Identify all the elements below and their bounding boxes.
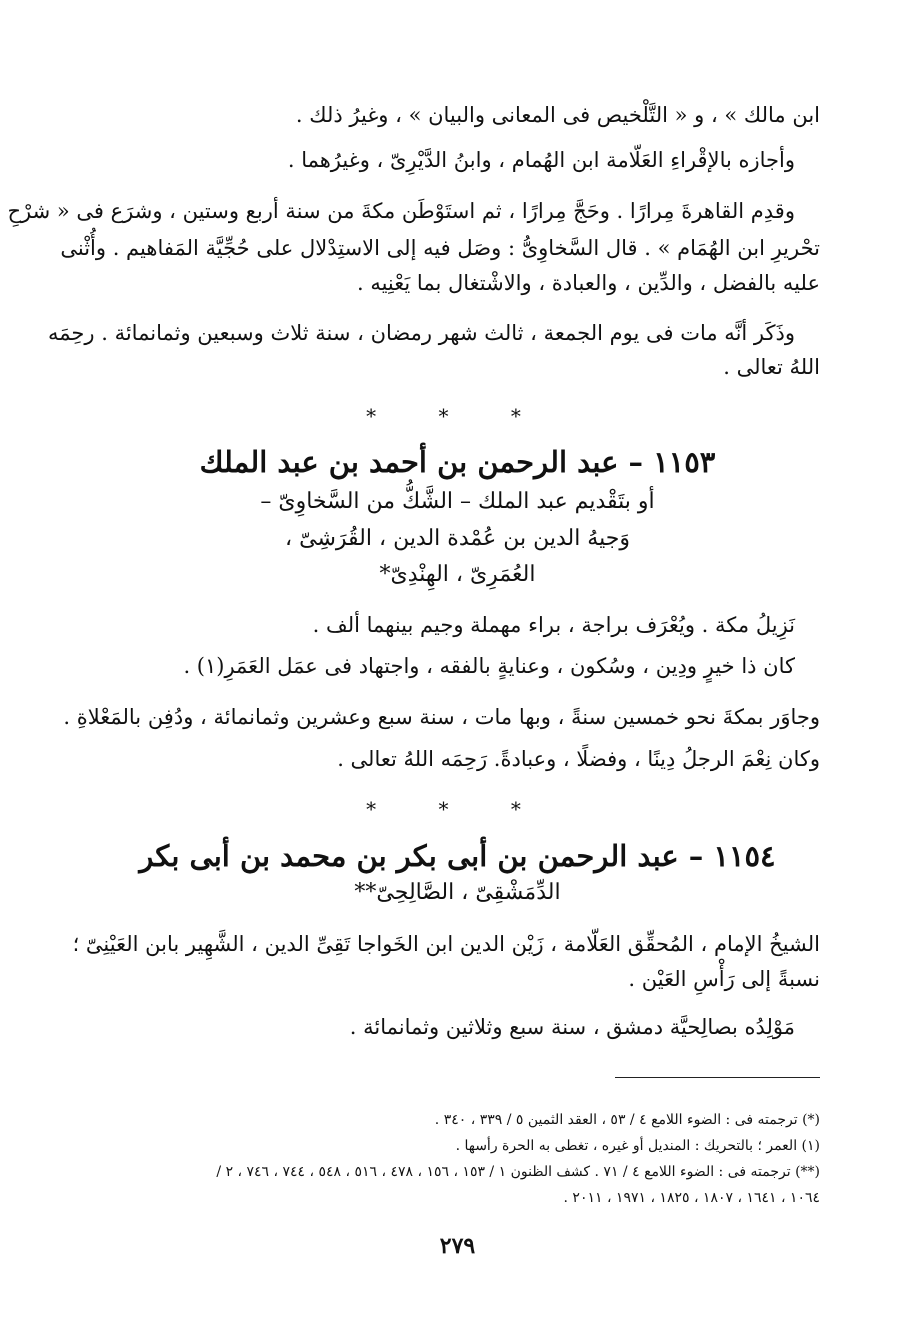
- prev-entry-line-7: اللهُ تعالى .: [723, 355, 820, 379]
- page-number: ٢٧٩: [439, 1233, 476, 1259]
- footnote-4: ١٠٦٤ ، ١٦٤١ ، ١٨٠٧ ، ١٨٢٥ ، ١٩٧١ ، ٢٠١١ .: [563, 1190, 820, 1206]
- section-separator-2: * * *: [366, 797, 549, 821]
- section-separator-1: * * *: [366, 404, 549, 428]
- entry-1154-heading: ١١٥٤ – عبد الرحمن بن أبى بكر بن محمد بن أبى بكر: [139, 839, 776, 873]
- prev-entry-line-2: وأجازه بالإقْراءِ العَلّامة ابن الهُمام ، وابنُ الدَّيْرِىّ ، وغيرُهما .: [287, 148, 795, 172]
- prev-entry-line-6: وذَكَر أنَّه مات فى يوم الجمعة ، ثالث شهر رمضان ، سنة ثلاث وسبعين وثمانمائة . رحِمَه: [48, 321, 795, 345]
- footnote-2: (١) العمر ؛ بالتحريك : المنديل أو غيره ، تغطى به الحرة رأسها .: [455, 1138, 820, 1154]
- entry-1153-line-1: نَزِيلُ مكة . ويُعْرَف براجة ، براء مهملة وجيم بينهما ألف .: [312, 613, 795, 637]
- entry-1153-line-2: كان ذا خيرٍ ودِين ، وسُكون ، وعنايةٍ بالفقه ، واجتهاد فى عمَل العَمَرِ(١) .: [183, 654, 795, 678]
- footnote-rule: [615, 1077, 820, 1078]
- entry-1154-line-2: نسبةً إلى رَأْسِ العَيْن .: [628, 967, 820, 991]
- entry-1154-sub-1: الدِّمَشْقِىّ ، الصَّالِحِىّ**: [354, 880, 561, 905]
- entry-1153-line-3: وجاوَر بمكةَ نحو خمسين سنةً ، وبها مات ، سنة سبع وعشرين وثمانمائة ، ودُفِن بالمَعْلاةِ .: [63, 705, 820, 729]
- footnote-3: (**) ترجمته فى : الضوء اللامع ٤ / ٧١ . كشف الظنون ١ / ١٥٣ ، ١٥٦ ، ٤٧٨ ، ٥١٦ ، ٥٤٨ ، ٧٤٤ ، ٧٤٦ ، ٢ /: [216, 1164, 820, 1180]
- prev-entry-line-3: وقدِم القاهرةَ مِرارًا . وحَجَّ مِرارًا ، ثم استَوْطَن مكةَ من سنة أربع وستين ، وشرَع فى « شرْحِ: [7, 199, 795, 223]
- prev-entry-line-4: تحْريرِ ابن الهُمَام » . قال السَّخاوِىُّ : وصَل فيه إلى الاستِدْلال على حُجِّيَّة المَفاهيم . وأُثْنى: [60, 236, 820, 260]
- entry-1154-line-1: الشيخُ الإمام ، المُحقِّق العَلّامة ، زَيْن الدين ابن الخَواجا تَقِىِّ الدين ، الشَّهِير بابن العَيْنِىّ ؛: [72, 932, 820, 956]
- entry-1153-sub-2: وَجيهُ الدين بن عُمْدة الدين ، القُرَشِىّ ،: [285, 526, 630, 551]
- entry-1154-line-3: مَوْلِدُه بصالِحيَّة دمشق ، سنة سبع وثلاثين وثمانمائة .: [349, 1015, 795, 1039]
- entry-1153-sub-3: العُمَرِىّ ، الهِنْدِىّ*: [379, 562, 536, 587]
- entry-1153-sub-1: أو بتَقْديم عبد الملك – الشَّكُّ من السَّخاوِىّ –: [260, 489, 655, 514]
- entry-1153-line-4: وكان نِعْمَ الرجلُ دِينًا ، وفضلًا ، وعبادةً. رَحِمَه اللهُ تعالى .: [337, 747, 820, 771]
- prev-entry-line-1: ابن مالك » ، و « التَّلْخيص فى المعانى والبيان » ، وغيرُ ذلك .: [295, 103, 820, 127]
- footnote-1: (*) ترجمته فى : الضوء اللامع ٤ / ٥٣ ، العقد الثمين ٥ / ٣٣٩ ، ٣٤٠ .: [434, 1112, 820, 1128]
- entry-1153-heading: ١١٥٣ – عبد الرحمن بن أحمد بن عبد الملك: [199, 445, 716, 479]
- prev-entry-line-5: عليه بالفضل ، والدِّين ، والعبادة ، والاشْتغال بما يَعْنِيه .: [356, 271, 820, 295]
